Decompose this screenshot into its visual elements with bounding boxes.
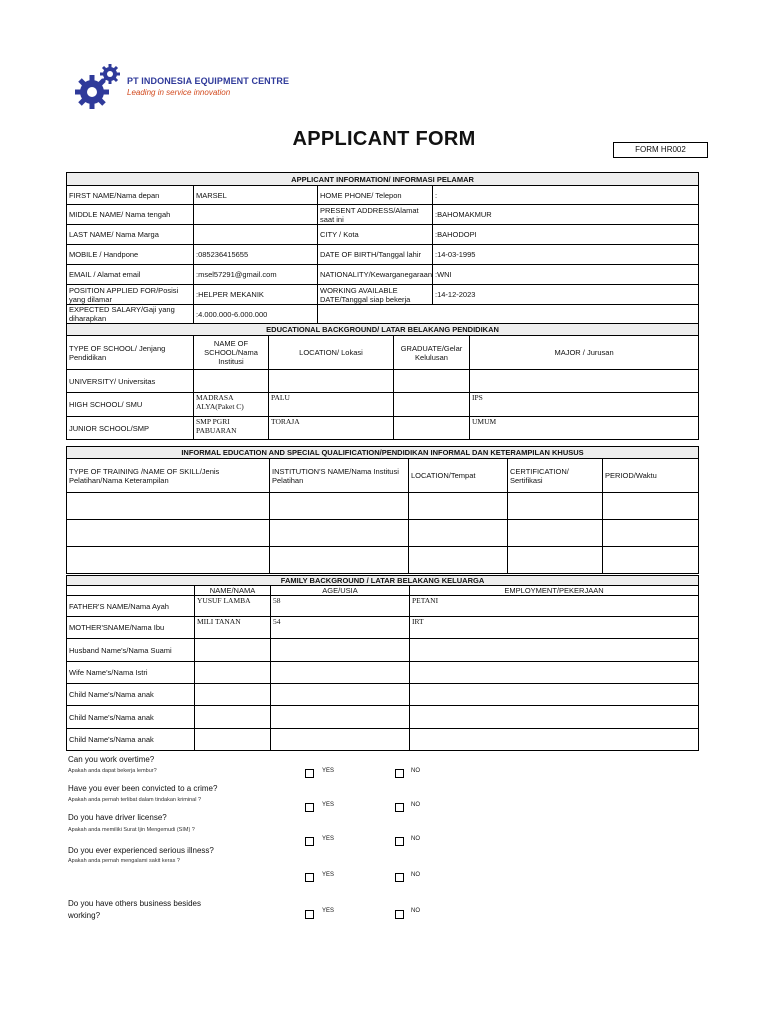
family-job[interactable] — [410, 706, 699, 729]
mobile-field[interactable]: :085236415655 — [194, 245, 318, 265]
illness-yes-checkbox[interactable] — [305, 873, 314, 882]
edu-type: UNIVERSITY/ Universitas — [67, 370, 194, 393]
no-label: NO — [411, 802, 420, 808]
question-business: Do you have others business besides working? — [68, 899, 201, 920]
middle-name-field[interactable] — [194, 205, 318, 225]
edu-graduate[interactable] — [394, 417, 470, 440]
edu-type: HIGH SCHOOL/ SMU — [67, 393, 194, 417]
table-row — [67, 520, 699, 547]
informal-header-location: LOCATION/Tempat — [409, 459, 508, 493]
question-overtime: Can you work overtime? — [68, 755, 155, 764]
family-header-employment: EMPLOYMENT/PEKERJAAN — [410, 586, 699, 596]
family-name[interactable]: YUSUF LAMBA — [195, 596, 271, 617]
home-phone-label: HOME PHONE/ Telepon — [318, 186, 433, 205]
gears-icon — [72, 62, 124, 112]
address-label: PRESENT ADDRESS/Alamat saat ini — [318, 205, 433, 225]
question-illness-sub: Apakah anda pernah mengalami sakit keras ? — [68, 858, 180, 864]
family-name[interactable] — [195, 729, 271, 751]
table-row — [67, 417, 699, 440]
family-age[interactable] — [271, 662, 410, 684]
business-yes-checkbox[interactable] — [305, 910, 314, 919]
section-applicant-info: APPLICANT INFORMATION/ INFORMASI PELAMAR — [67, 173, 699, 186]
family-name[interactable]: MILI TANAN — [195, 617, 271, 639]
edu-header-type: TYPE OF SCHOOL/ Jenjang Pendidikan — [67, 336, 194, 370]
yes-label: YES — [322, 836, 335, 842]
family-name[interactable] — [195, 662, 271, 684]
applicant-table — [66, 172, 699, 440]
family-age[interactable] — [271, 684, 410, 706]
nationality-field[interactable]: :WNI — [433, 265, 699, 285]
email-field[interactable]: :msel57291@gmail.com — [194, 265, 318, 285]
informal-header-institution: INSTITUTION'S NAME/Nama Institusi Pelatihan — [270, 459, 409, 493]
family-name[interactable] — [195, 706, 271, 729]
edu-school-name[interactable]: MADRASA ALYA(Paket C) — [194, 393, 269, 417]
family-job[interactable]: IRT — [410, 617, 699, 639]
last-name-label: LAST NAME/ Nama Marga — [67, 225, 194, 245]
table-row — [67, 393, 699, 417]
mobile-label: MOBILE / Handpone — [67, 245, 194, 265]
question-license-sub: Apakah anda memiliki Surat Ijin Mengemudi (SIM) ? — [68, 827, 195, 833]
company-logo — [72, 62, 312, 112]
family-name[interactable] — [195, 639, 271, 662]
table-row — [67, 639, 699, 662]
family-header-age: AGE/USIA — [271, 586, 410, 596]
family-job[interactable] — [410, 662, 699, 684]
position-field[interactable]: :HELPER MEKANIK — [194, 285, 318, 305]
no-label: NO — [411, 908, 420, 914]
email-label: EMAIL / Alamat email — [67, 265, 194, 285]
home-phone-field[interactable]: : — [433, 186, 699, 205]
city-field[interactable]: :BAHODOPI — [433, 225, 699, 245]
no-label: NO — [411, 768, 420, 774]
edu-major[interactable]: IPS — [470, 393, 699, 417]
first-name-field[interactable]: MARSEL — [194, 186, 318, 205]
question-crime: Have you ever been convicted to a crime? — [68, 784, 218, 793]
yes-label: YES — [322, 908, 335, 914]
edu-graduate[interactable] — [394, 393, 470, 417]
family-job[interactable]: PETANI — [410, 596, 699, 617]
overtime-no-checkbox[interactable] — [395, 769, 404, 778]
table-row — [67, 596, 699, 617]
question-crime-sub: Apakah anda pernah terlibat dalam tindakan kriminal ? — [68, 797, 201, 803]
form-code-badge: FORM HR002 — [613, 142, 708, 158]
edu-school-name[interactable]: SMP PGRI PABUARAN — [194, 417, 269, 440]
no-label: NO — [411, 872, 420, 878]
informal-education-table — [66, 446, 699, 574]
edu-major[interactable]: UMUM — [470, 417, 699, 440]
address-field[interactable]: :BAHOMAKMUR — [433, 205, 699, 225]
edu-location[interactable] — [269, 370, 394, 393]
family-age[interactable] — [271, 639, 410, 662]
family-label: MOTHER'SNAME/Nama Ibu — [67, 617, 195, 639]
family-name[interactable] — [195, 684, 271, 706]
family-age[interactable] — [271, 706, 410, 729]
edu-header-major: MAJOR / Jurusan — [470, 336, 699, 370]
nationality-label: NATIONALITY/Kewarganegaraan — [318, 265, 433, 285]
family-age[interactable] — [271, 729, 410, 751]
family-table — [66, 575, 699, 751]
table-row — [67, 684, 699, 706]
table-row — [67, 706, 699, 729]
available-date-label: WORKING AVAILABLE DATE/Tanggal siap bekerja — [318, 285, 433, 305]
family-age[interactable]: 58 — [271, 596, 410, 617]
edu-header-location: LOCATION/ Lokasi — [269, 336, 394, 370]
edu-header-name: NAME OF SCHOOL/Nama Institusi — [194, 336, 269, 370]
edu-header-graduate: GRADUATE/Gelar Kelulusan — [394, 336, 470, 370]
table-row — [67, 617, 699, 639]
dob-label: DATE OF BIRTH/Tanggal lahir — [318, 245, 433, 265]
table-row — [67, 370, 699, 393]
informal-header-certification: CERTIFICATION/ Sertifikasi — [508, 459, 603, 493]
family-header-name: NAME/NAMA — [195, 586, 271, 596]
edu-school-name[interactable] — [194, 370, 269, 393]
table-row — [67, 662, 699, 684]
first-name-label: FIRST NAME/Nama depan — [67, 186, 194, 205]
family-label: Child Name's/Nama anak — [67, 729, 195, 751]
family-job[interactable] — [410, 684, 699, 706]
section-informal: INFORMAL EDUCATION AND SPECIAL QUALIFICATION/PENDIDIKAN INFORMAL DAN KETERAMPILAN KHUSUS — [67, 447, 699, 459]
overtime-yes-checkbox[interactable] — [305, 769, 314, 778]
yes-label: YES — [322, 802, 335, 808]
question-license: Do you have driver license? — [68, 813, 167, 822]
salary-field[interactable]: :4.000.000-6.000.000 — [194, 305, 318, 324]
edu-type: JUNIOR SCHOOL/SMP — [67, 417, 194, 440]
license-yes-checkbox[interactable] — [305, 837, 314, 846]
edu-graduate[interactable] — [394, 370, 470, 393]
yes-label: YES — [322, 872, 335, 878]
family-job[interactable] — [410, 639, 699, 662]
table-row — [67, 547, 699, 574]
section-family: FAMILY BACKGROUND / LATAR BELAKANG KELUARGA — [67, 576, 699, 586]
available-date-field[interactable]: :14-12-2023 — [433, 285, 699, 305]
last-name-field[interactable] — [194, 225, 318, 245]
salary-label: EXPECTED SALARY/Gaji yang diharapkan — [67, 305, 194, 324]
edu-location[interactable]: PALU — [269, 393, 394, 417]
crime-no-checkbox[interactable] — [395, 803, 404, 812]
illness-no-checkbox[interactable] — [395, 873, 404, 882]
city-label: CITY / Kota — [318, 225, 433, 245]
family-label: FATHER'S NAME/Nama Ayah — [67, 596, 195, 617]
edu-location[interactable]: TORAJA — [269, 417, 394, 440]
crime-yes-checkbox[interactable] — [305, 803, 314, 812]
family-label: Husband Name's/Nama Suami — [67, 639, 195, 662]
table-row — [67, 729, 699, 751]
middle-name-label: MIDDLE NAME/ Nama tengah — [67, 205, 194, 225]
company-tagline: Leading in service innovation — [127, 88, 231, 97]
section-education: EDUCATIONAL BACKGROUND/ LATAR BELAKANG PENDIDIKAN — [67, 324, 699, 336]
edu-major[interactable] — [470, 370, 699, 393]
table-row — [67, 493, 699, 520]
position-label: POSITION APPLIED FOR/Posisi yang dilamar — [67, 285, 194, 305]
company-name: PT INDONESIA EQUIPMENT CENTRE — [127, 76, 290, 86]
family-label: Child Name's/Nama anak — [67, 684, 195, 706]
dob-field[interactable]: :14-03-1995 — [433, 245, 699, 265]
question-illness: Do you ever experienced serious illness? — [68, 846, 214, 855]
informal-header-period: PERIOD/Waktu — [603, 459, 699, 493]
license-no-checkbox[interactable] — [395, 837, 404, 846]
family-label: Wife Name's/Nama Istri — [67, 662, 195, 684]
family-label: Child Name's/Nama anak — [67, 706, 195, 729]
yes-label: YES — [322, 768, 335, 774]
question-overtime-sub: Apakah anda dapat bekerja lembur? — [68, 768, 157, 774]
page-title: APPLICANT FORM — [292, 128, 476, 150]
family-job[interactable] — [410, 729, 699, 751]
informal-header-training: TYPE OF TRAINING /NAME OF SKILL/Jenis Pelatihan/Nama Keterampilan — [67, 459, 270, 493]
business-no-checkbox[interactable] — [395, 910, 404, 919]
family-age[interactable]: 54 — [271, 617, 410, 639]
no-label: NO — [411, 836, 420, 842]
